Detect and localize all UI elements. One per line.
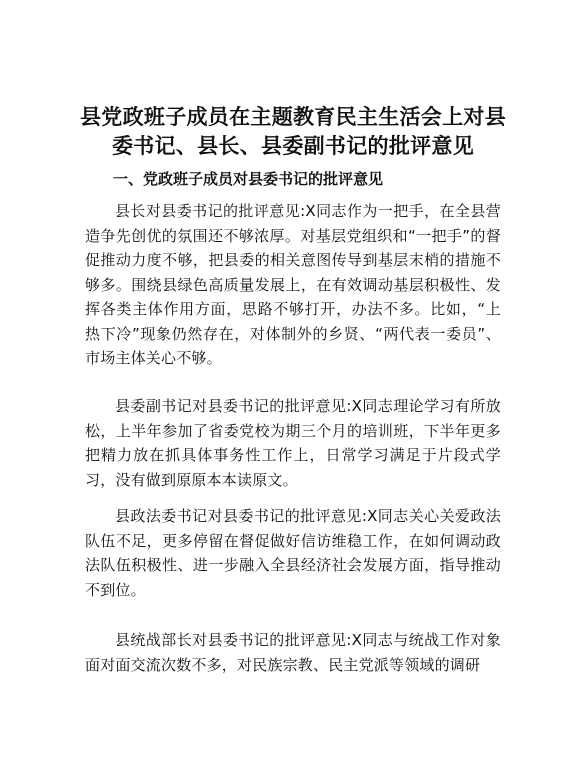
paragraph-county-head: 县长对县委书记的批评意见:X同志作为一把手，在全县营造争先创优的氛围还不够浓厚。对基层党组织和“一把手”的督促推动力度不够，把县委的相关意图传导到基层末梢的措施不够多。围绕县绿色高质量发展上，在有效调动基层积极性、发挥各类主体作用方面，思路不够打开，办法不多。比如，“上热下冷”现象仍然存在，对体制外的乡贤、“两代表一委员”、市场主体关心不够。 — [85, 202, 501, 367]
paragraph-deputy-secretary: 县委副书记对县委书记的批评意见:X同志理论学习有所放松，上半年参加了省委党校为期三个月的培训班，下半年更多把精力放在抓具体事务性工作上，日常学习满足于片段式学习，没有做到原原本本读原文。 — [85, 397, 501, 489]
paragraph-united-front-head: 县统战部长对县委书记的批评意见:X同志与统战工作对象面对面交流次数不多，对民族宗教、民主党派等领域的调研 — [85, 631, 501, 674]
section-heading: 一、党政班子成员对县委书记的批评意见 — [113, 170, 384, 188]
document-title: 县党政班子成员在主题教育民主生活会上对县委书记、县长、县委副书记的批评意见 — [80, 105, 506, 158]
paragraph-political-legal-secretary: 县政法委书记对县委书记的批评意见:X同志关心关爱政法队伍不足，更多停留在督促做好信访维稳工作，在如何调动政法队伍积极性、进一步融入全县经济社会发展方面，指导推动不到位。 — [85, 507, 501, 599]
